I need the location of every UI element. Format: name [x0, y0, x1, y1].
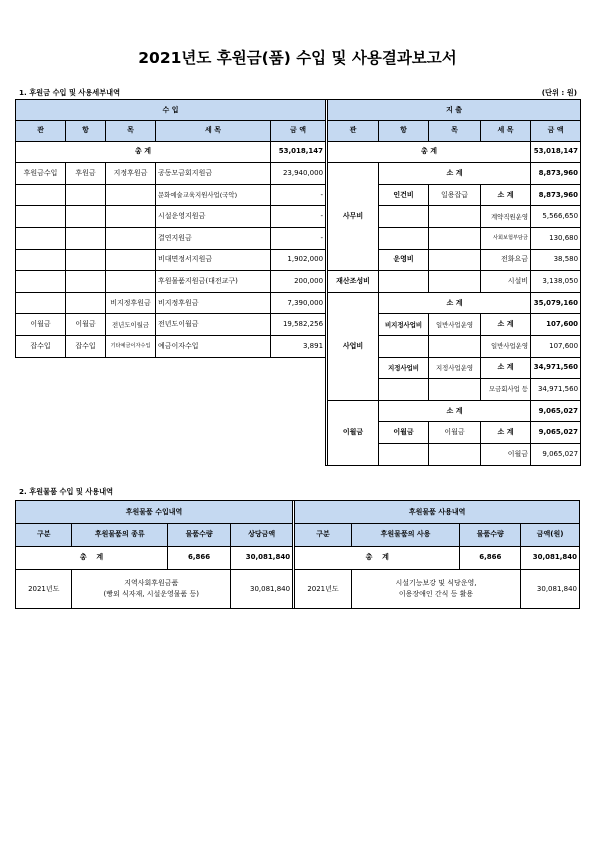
expense-amount: 9,065,027	[531, 444, 581, 466]
expense-semok: 모금회사업 등	[481, 379, 531, 401]
expense-gwan-samu: 사무비	[328, 163, 379, 271]
iwol-subtotal-label: 소 계	[379, 400, 531, 422]
col-mok: 목	[429, 121, 481, 142]
goods-use-line1: 시설기능보강 및 식당운영,	[395, 579, 477, 588]
income-amount: 23,940,000	[271, 163, 326, 185]
section2-heading: 2. 후원물품 수입 및 사용내역	[19, 487, 114, 496]
income-mok: 비지정후원금	[106, 292, 156, 314]
col-semok: 세 목	[156, 121, 271, 142]
goods-kind-line2: (빵외 식자재, 시설운영물품 등)	[103, 590, 200, 598]
goods-expense-total-qty: 6,866	[460, 546, 521, 570]
jijeong-subtotal-label: 소 계	[481, 357, 531, 379]
expense-amount: 130,680	[531, 228, 581, 250]
income-amount: 200,000	[271, 271, 326, 293]
income-amount: 19,582,256	[271, 314, 326, 336]
col-hang: 항	[379, 121, 429, 142]
expense-gwan-iwol: 이월금	[328, 400, 379, 465]
income-mok: 지정후원금	[106, 163, 156, 185]
expense-total-label: 총 계	[328, 141, 531, 163]
income-gwan: 이월금	[16, 314, 66, 336]
iwol-hang-subtotal-label: 소 계	[481, 422, 531, 444]
income-amount: 1,902,000	[271, 249, 326, 271]
goods-kind-line1: 지역사회후원금품	[124, 579, 179, 588]
col-amount: 금액(원)	[521, 524, 580, 547]
expense-amount: 34,971,560	[531, 379, 581, 401]
income-amount: -	[271, 228, 326, 250]
unyoung-hang: 운영비	[379, 249, 429, 271]
ingeon-subtotal-label: 소 계	[481, 184, 531, 206]
income-total: 53,018,147	[271, 141, 326, 163]
income-mok: 전년도이월금	[106, 314, 156, 336]
jijeong-subtotal: 34,971,560	[531, 357, 581, 379]
ingeon-mok: 일용잡급	[429, 184, 481, 206]
section1-heading: 1. 후원금 수입 및 사용세부내역	[19, 88, 121, 97]
expense-semok: 계약직원운영	[481, 206, 531, 228]
expense-amount: 38,580	[531, 249, 581, 271]
income-semok: 후원물품지원금(대전교구)	[156, 271, 271, 293]
goods-kind	[72, 570, 231, 609]
expense-amount: 107,600	[531, 336, 581, 358]
income-gwan: 후원금수입	[16, 163, 66, 185]
unit-label: (단위 : 원)	[541, 88, 577, 97]
col-gubun: 구분	[16, 524, 72, 547]
col-mok: 목	[106, 121, 156, 142]
col-amount: 금 액	[271, 121, 326, 142]
income-total-label: 총 계	[16, 141, 271, 163]
goods-expense-year: 2021년도	[295, 570, 351, 609]
iwol-hang: 이월금	[379, 422, 429, 444]
goods-income-value: 30,081,840	[231, 570, 293, 609]
goods-income-total-qty: 6,866	[168, 546, 231, 570]
income-semok: 공동모금회지원금	[156, 163, 271, 185]
ingeon-hang: 인건비	[379, 184, 429, 206]
samu-subtotal: 8,873,960	[531, 163, 581, 185]
expense-amount: 5,566,650	[531, 206, 581, 228]
income-amount: 7,390,000	[271, 292, 326, 314]
income-amount: -	[271, 206, 326, 228]
expense-gwan-saup: 사업비	[328, 292, 379, 400]
col-hang: 항	[66, 121, 106, 142]
donation-income-expense-table	[15, 99, 581, 466]
iwol-subtotal: 9,065,027	[531, 400, 581, 422]
samu-subtotal-label: 소 계	[379, 163, 531, 185]
bijijeong-subtotal-label: 소 계	[481, 314, 531, 336]
income-mok: 기타예금이자수입	[106, 336, 156, 358]
income-hang: 이월금	[66, 314, 106, 336]
expense-gwan-jaesan: 재산조성비	[328, 271, 379, 293]
income-amount: -	[271, 184, 326, 206]
income-header: 수 입	[16, 100, 326, 121]
goods-use-line2: 이용장애인 간식 등 활용	[398, 590, 474, 598]
expense-semok: 전화요금	[481, 249, 531, 271]
goods-income-expense-table	[15, 500, 580, 609]
expense-semok: 사회보험부담금	[481, 228, 531, 250]
bijijeong-hang: 비지정사업비	[379, 314, 429, 336]
col-gwan: 관	[16, 121, 66, 142]
income-gwan: 잡수입	[16, 336, 66, 358]
expense-semok: 일반사업운영	[481, 336, 531, 358]
col-gwan: 관	[328, 121, 379, 142]
income-semok: 전년도이월금	[156, 314, 271, 336]
income-semok: 문화예술교육지원사업(국악)	[156, 184, 271, 206]
income-semok: 예금이자수입	[156, 336, 271, 358]
income-semok: 시설운영지원금	[156, 206, 271, 228]
expense-semok: 시설비	[481, 271, 531, 293]
income-semok: 비대면정서지원금	[156, 249, 271, 271]
expense-header: 지 출	[328, 100, 581, 121]
col-value: 상당금액	[231, 524, 293, 547]
col-semok: 세 목	[481, 121, 531, 142]
document-title: 2021년도 후원금(품) 수입 및 사용결과보고서	[138, 49, 457, 67]
bijijeong-subtotal: 107,600	[531, 314, 581, 336]
goods-income-year: 2021년도	[16, 570, 72, 609]
expense-total: 53,018,147	[531, 141, 581, 163]
goods-expense-total-label: 총 계	[295, 546, 460, 570]
col-use: 후원물품의 사용	[351, 524, 460, 547]
col-qty: 물품수량	[168, 524, 231, 547]
ingeon-subtotal: 8,873,960	[531, 184, 581, 206]
bijijeong-mok: 일반사업운영	[429, 314, 481, 336]
col-qty: 물품수량	[460, 524, 521, 547]
goods-income-total-label: 총 계	[16, 546, 168, 570]
saup-subtotal: 35,079,160	[531, 292, 581, 314]
col-gubun: 구분	[295, 524, 351, 547]
saup-subtotal-label: 소 계	[379, 292, 531, 314]
goods-income-total-value: 30,081,840	[231, 546, 293, 570]
col-amount: 금 액	[531, 121, 581, 142]
goods-use	[351, 570, 520, 609]
expense-amount: 3,138,050	[531, 271, 581, 293]
expense-semok: 이월금	[481, 444, 531, 466]
income-hang: 후원금	[66, 163, 106, 185]
iwol-mok: 이월금	[429, 422, 481, 444]
goods-expense-amount: 30,081,840	[521, 570, 580, 609]
goods-income-header: 후원물품 수입내역	[16, 501, 293, 524]
goods-expense-header: 후원물품 사용내역	[295, 501, 580, 524]
col-kind: 후원물품의 종류	[72, 524, 168, 547]
jijeong-hang: 지정사업비	[379, 357, 429, 379]
income-amount: 3,891	[271, 336, 326, 358]
jijeong-mok: 지정사업운영	[429, 357, 481, 379]
income-hang: 잡수입	[66, 336, 106, 358]
iwol-hang-subtotal: 9,065,027	[531, 422, 581, 444]
goods-expense-total-amount: 30,081,840	[521, 546, 580, 570]
income-semok: 비지정후원금	[156, 292, 271, 314]
income-semok: 결연지원금	[156, 228, 271, 250]
